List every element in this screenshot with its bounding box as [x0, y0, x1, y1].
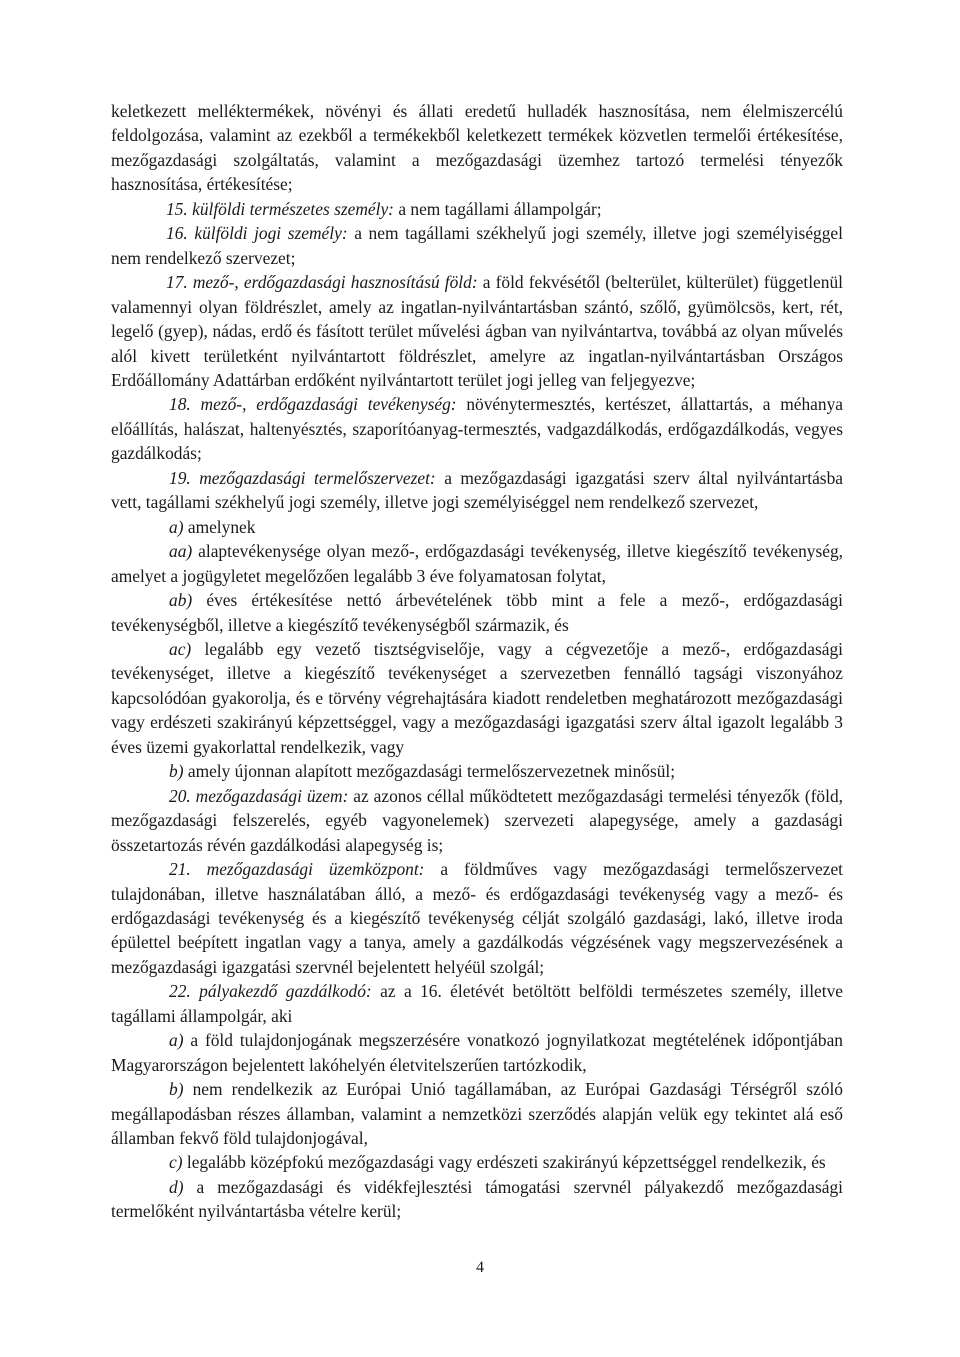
text-run: a nem tagállami székhelyű jogi személy, illetve jogi személyiséggel nem rendelkező szervezet;: [111, 223, 843, 268]
paragraph-19: [111, 466, 843, 515]
paragraph-19a: [111, 515, 843, 539]
text-run: az a 16. életévét betöltött belföldi természetes személy, illetve tagállami állampolgár, aki: [111, 981, 843, 1026]
italic-term: d): [169, 1176, 184, 1197]
paragraph-22c: [111, 1150, 843, 1174]
document-body: [111, 99, 843, 1224]
italic-term: 17.: [166, 272, 193, 293]
italic-term: 20.: [169, 785, 196, 806]
italic-term: mezőgazdasági üzem:: [195, 785, 349, 806]
paragraph-cont: [111, 99, 843, 197]
text-run: nem rendelkezik az Európai Unió tagállamában, az Európai Gazdasági Térségről szóló megállapodásban részes államban, valamint a nemzetközi szerződés alapján velük egy tekintet alá eső államban fekvő föld tulajdonjogával,: [111, 1079, 843, 1149]
text-run: éves értékesítése nettó árbevételének több mint a fele a mező-, erdőgazdasági tevékenységből, illetve a kiegészítő tevékenységből származik, és: [111, 590, 843, 635]
text-run: amelynek: [183, 516, 256, 537]
italic-term: 18.: [169, 394, 201, 415]
italic-term: a): [169, 516, 184, 537]
text-run: legalább egy vezető tisztségviselője, vagy a cégvezetője a mező-, erdőgazdasági tevékenységet, illetve a kiegészítő tevékenységet a szervezetben fennálló tagsági viszonyához kapcsolódóan gyakorolja, és e törvény végrehajtására kiadott rendeletben meghatározott mezőgazdasági vagy erdészeti szakirányú képzettséggel, vagy a mezőgazdasági igazgatási szerv által igazolt legalább 3 éves üzemi gyakorlattal rendelkezik, vagy: [111, 638, 843, 757]
text-run: a föld fekvésétől (belterület, külterület) függetlenül valamennyi olyan földrészlet, amely az ingatlan-nyilvántartásban szántó, szőlő, gyümölcsös, kert, rét, legelő (gyep), nádas, erdő és fásított terület művelési ágban van nyilvántartva, továbbá az olyan művelés alól kivett területként nyilvántartott földrészlet, amelyre az ingatlan-nyilvántartásban Országos Erdőállomány Adattárban erdőként nyilvántartott terület jogi jelleg van feljegyezve;: [111, 272, 843, 390]
paragraph-17: [111, 270, 843, 392]
paragraph-22b: [111, 1077, 843, 1150]
italic-term: mezőgazdasági üzemközpont:: [206, 859, 425, 880]
paragraph-22a: [111, 1028, 843, 1077]
italic-term: külföldi jogi személy:: [194, 223, 348, 244]
paragraph-22d: [111, 1175, 843, 1224]
page-number: 4: [476, 1259, 484, 1276]
italic-term: b): [169, 761, 184, 782]
text-run: a föld tulajdonjogának megszerzésére vonatkozó jognyilatkozat megtételének időpontjában Magyarországon bejelentett lakóhelyén életvitelszerűen tartózkodik,: [111, 1030, 843, 1075]
paragraph-19ab: [111, 588, 843, 637]
paragraph-21: [111, 857, 843, 979]
italic-term: mezőgazdasági termelőszervezet:: [199, 467, 436, 488]
text-run: a nem tagállami állampolgár;: [393, 198, 602, 219]
italic-term: ab): [169, 590, 193, 611]
text-run: a mezőgazdasági igazgatási szerv által nyilvántartásba vett, tagállami székhelyű jogi személy, illetve jogi személyiséggel nem rendelkező szervezet,: [111, 467, 843, 513]
text-run: alaptevékenysége olyan mező-, erdőgazdasági tevékenység, illetve kiegészítő tevékenység, amelyet a jogügyletet megelőzően legalább 3 éve folyamatosan folytat,: [111, 541, 843, 586]
italic-term: pályakezdő gazdálkodó:: [199, 981, 372, 1002]
paragraph-18: [111, 392, 843, 465]
italic-term: ac): [169, 638, 192, 659]
italic-term: 16.: [166, 223, 195, 244]
italic-term: a): [169, 1030, 184, 1051]
text-run: a földműves vagy mezőgazdasági termelőszervezet tulajdonában, illetve használatában álló, a mező- és erdőgazdasági tevékenység vagy a mező- és erdőgazdasági tevékenység és a kiegészítő tevékenység célját szolgáló gazdasági, lakó, illetve iroda épülettel beépített ingatlan vagy a tanya, amely a gazdálkodás végzésének vagy megszervezésének a mezőgazdasági igazgatási szervnél bejelentett helyéül szolgál;: [111, 859, 843, 977]
italic-term: 15.: [166, 198, 193, 219]
text-run: amely újonnan alapított mezőgazdasági termelőszervezetnek minősül;: [183, 761, 676, 782]
text-run: keletkezett melléktermékek, növényi és állati eredetű hulladék hasznosítása, nem élelmiszercélú feldolgozása, valamint az ezekből a termékekből keletkezett termékek közvetlen termelői értékesítése, mezőgazdasági szolgáltatás, valamint a mezőgazdasági üzemhez tartozó termelési tényezők hasznosítása, értékesítése;: [111, 101, 843, 195]
italic-term: mező-, erdőgazdasági tevékenység:: [200, 394, 457, 415]
text-run: növénytermesztés, kertészet, állattartás, a méhanya előállítás, halászat, haltenyésztés, szaporítóanyag-termesztés, vadgazdálkodás, erdőgazdálkodás, vegyes gazdálkodás;: [111, 394, 843, 464]
paragraph-19ac: [111, 637, 843, 759]
text-run: a mezőgazdasági és vidékfejlesztési támogatási szervnél pályakezdő mezőgazdasági termelőként nyilvántartásba vételre kerül;: [111, 1176, 843, 1222]
paragraph-19b: [111, 759, 843, 783]
italic-term: mező-, erdőgazdasági hasznosítású föld:: [192, 272, 478, 293]
italic-term: c): [169, 1152, 183, 1173]
paragraph-19aa: [111, 539, 843, 588]
italic-term: külföldi természetes személy:: [192, 198, 394, 219]
paragraph-16: [111, 221, 843, 270]
italic-term: aa): [169, 541, 193, 562]
italic-term: 21.: [169, 859, 207, 880]
paragraph-20: [111, 784, 843, 857]
paragraph-22: [111, 979, 843, 1028]
paragraph-15: [111, 197, 843, 221]
italic-term: 22.: [169, 981, 200, 1002]
text-run: legalább középfokú mezőgazdasági vagy erdészeti szakirányú képzettséggel rendelkezik, és: [182, 1152, 826, 1173]
text-run: az azonos céllal működtetett mezőgazdasági termelési tényezők (föld, mezőgazdasági felszerelés, egyéb vagyonelemek) szervezeti alapegysége, amely a gazdasági összetartozás révén gazdálkodási alapegység is;: [111, 785, 843, 855]
italic-term: 19.: [169, 467, 200, 488]
italic-term: b): [169, 1079, 184, 1100]
